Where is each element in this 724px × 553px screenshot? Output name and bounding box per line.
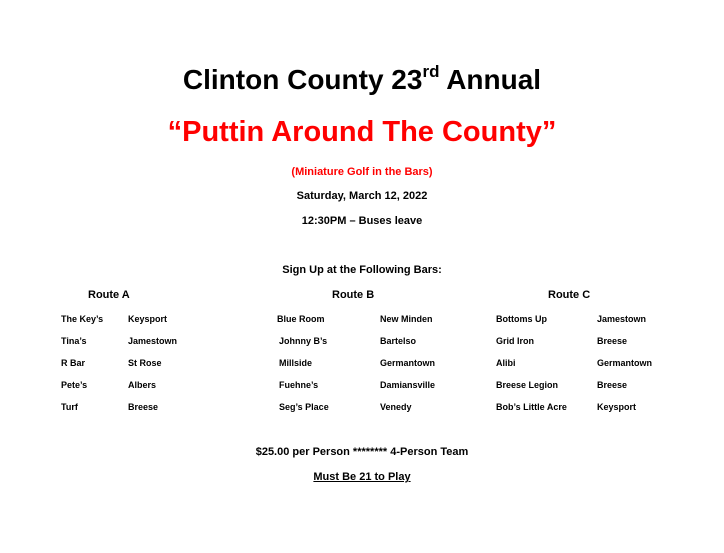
title-superscript: rd — [422, 62, 440, 81]
route-a-town: Jamestown — [128, 336, 178, 346]
route-b-heading: Route B — [332, 289, 375, 301]
route-b-town: New Minden — [380, 314, 433, 324]
title-end: Annual — [439, 64, 542, 95]
price-line: $25.00 per Person ******** 4-Person Team — [255, 446, 469, 458]
route-a-town: Albers — [128, 380, 157, 390]
title-main: Clinton County 23 — [182, 64, 423, 95]
route-b-bar: Blue Room — [277, 314, 325, 324]
route-c-town: Breese — [597, 380, 628, 390]
route-b-bar: Seg’s Place — [279, 402, 329, 412]
route-a-bar: R Bar — [61, 358, 86, 368]
route-b-town: Germantown — [380, 358, 436, 368]
route-c-town: Breese — [597, 336, 628, 346]
route-c-bar: Breese Legion — [496, 380, 559, 390]
route-b-town: Venedy — [380, 402, 412, 412]
route-a-bar: Pete’s — [61, 380, 88, 390]
route-c-town: Jamestown — [597, 314, 647, 324]
route-a-town: St Rose — [128, 358, 162, 368]
age-requirement: Must Be 21 to Play — [313, 471, 411, 483]
route-a-heading: Route A — [88, 289, 130, 301]
route-a-bar: Turf — [61, 402, 78, 412]
route-b-bar: Fuehne’s — [279, 380, 319, 390]
route-c-bar: Alibi — [496, 358, 516, 368]
event-subtitle: “Puttin Around The County” — [167, 116, 557, 148]
route-c-town: Keysport — [597, 402, 637, 412]
route-a-bar: Tina’s — [61, 336, 87, 346]
signup-heading: Sign Up at the Following Bars: — [282, 264, 442, 276]
route-c-town: Germantown — [597, 358, 653, 368]
route-b-town: Bartelso — [380, 336, 417, 346]
event-note: (Miniature Golf in the Bars) — [291, 166, 433, 178]
route-c-bar: Bob’s Little Acre — [496, 402, 567, 412]
route-b-bar: Johnny B’s — [279, 336, 328, 346]
route-b-bar: Millside — [279, 358, 313, 368]
route-a-town: Breese — [128, 402, 159, 412]
event-title — [0, 62, 724, 98]
event-time: 12:30PM – Buses leave — [301, 215, 423, 227]
route-c-heading: Route C — [548, 289, 591, 301]
route-c-bar: Grid Iron — [496, 336, 534, 346]
route-a-town: Keysport — [128, 314, 168, 324]
route-c-bar: Bottoms Up — [496, 314, 547, 324]
route-b-town: Damiansville — [380, 380, 436, 390]
event-date: Saturday, March 12, 2022 — [296, 190, 428, 202]
route-a-bar: The Key’s — [61, 314, 104, 324]
